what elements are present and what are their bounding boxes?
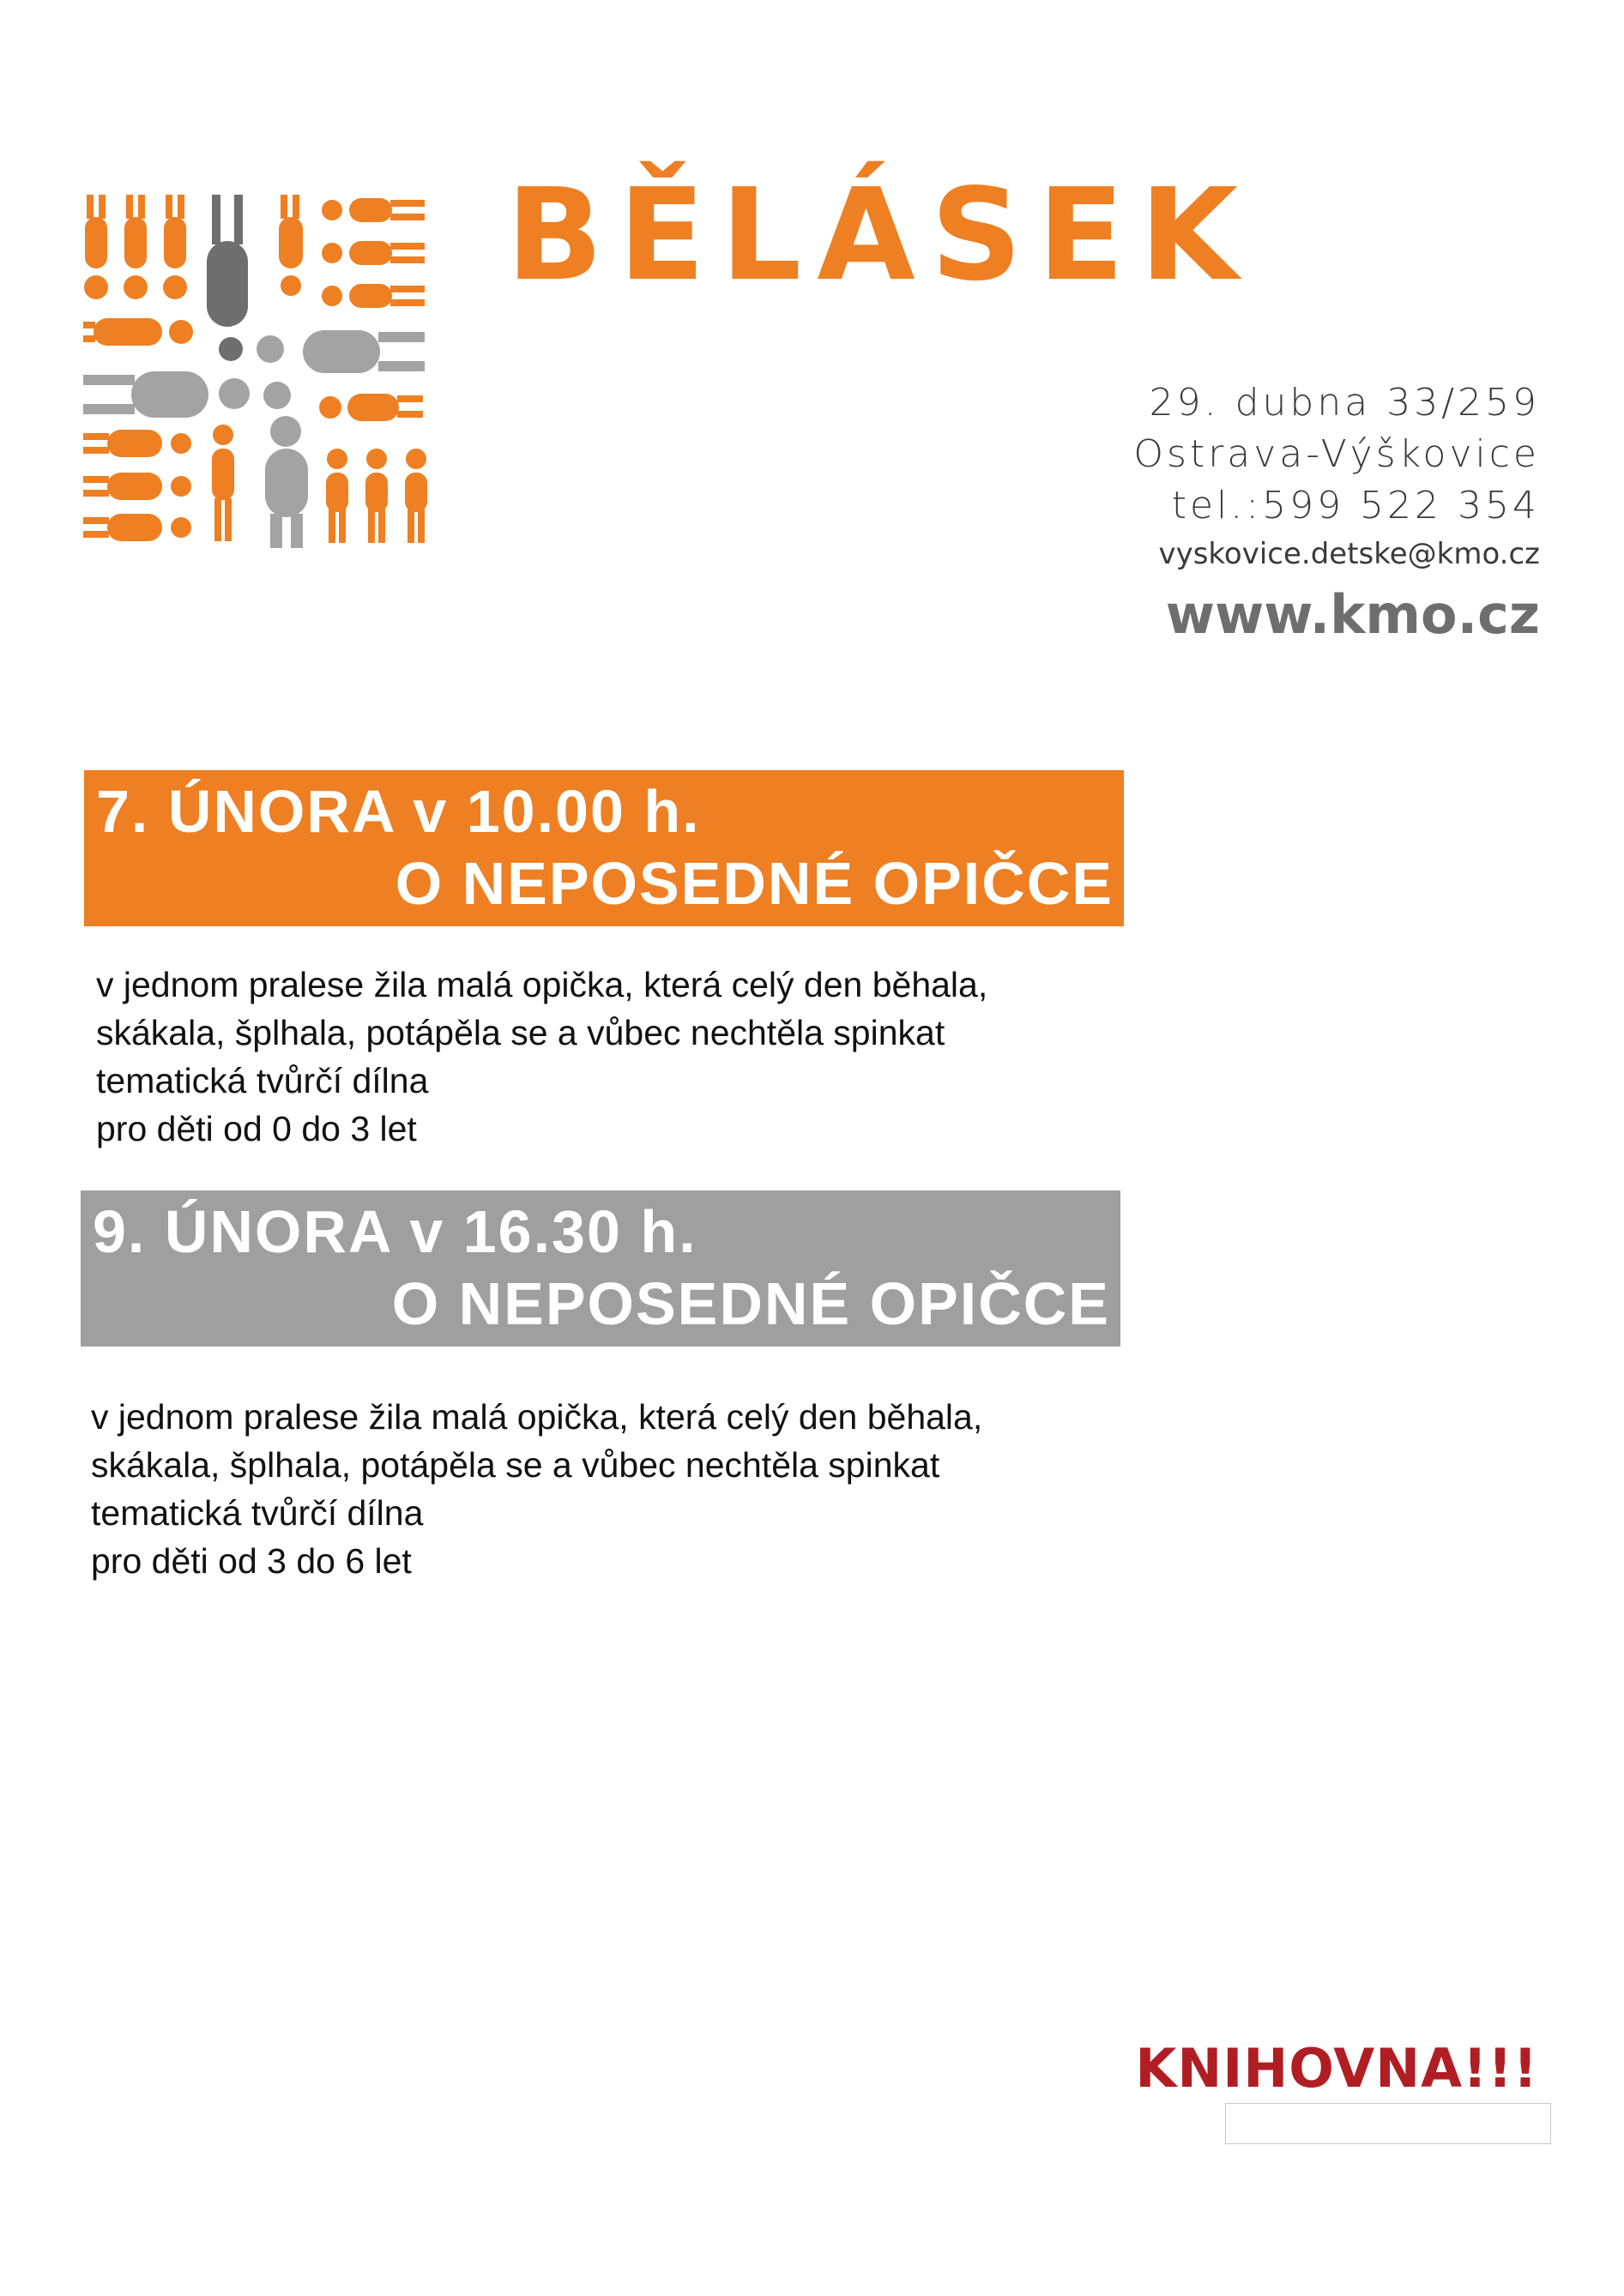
event-1-date: 7. ÚNORA v 10.00 h.	[96, 778, 701, 845]
event-2-header	[81, 1190, 1120, 1347]
event-2-title: O NEPOSEDNÉ OPIČCE	[391, 1270, 1110, 1337]
event-1-header	[84, 770, 1124, 926]
event-2-date: 9. ÚNORA v 16.30 h.	[93, 1198, 697, 1265]
event-2-description	[91, 1393, 982, 1585]
event-1-description	[96, 961, 987, 1153]
event-2-desc-line: pro děti od 3 do 6 let	[91, 1541, 412, 1581]
event-2-desc-line: tematická tvůrčí dílna	[91, 1493, 424, 1533]
address-line-2: Ostrava-Výškovice	[1133, 432, 1540, 476]
people-grid-logo-icon	[82, 193, 442, 553]
event-1-desc-line: v jednom pralese žila malá opička, která celý den běhala,	[96, 965, 988, 1004]
website-link[interactable]: www.kmo.cz	[1165, 583, 1540, 646]
event-1-desc-line: skákala, šplhala, potápěla se a vůbec nechtěla spinkat	[96, 1013, 945, 1052]
event-1-desc-line: pro děti od 0 do 3 let	[96, 1109, 417, 1148]
event-2-desc-line: skákala, šplhala, potápěla se a vůbec nechtěla spinkat	[91, 1445, 940, 1485]
event-1-desc-line: tematická tvůrčí dílna	[96, 1061, 429, 1100]
footer-blank-box	[1225, 2103, 1551, 2144]
event-2-desc-line: v jednom pralese žila malá opička, která celý den běhala,	[91, 1397, 983, 1437]
phone: tel.:599 522 354	[1171, 484, 1540, 527]
event-1-title: O NEPOSEDNÉ OPIČCE	[395, 850, 1114, 917]
brand-title: BĚLÁSEK	[506, 161, 1254, 309]
contact-info	[1133, 377, 1540, 654]
email-link[interactable]: vyskovice.detske@kmo.cz	[1158, 537, 1540, 571]
knihovna-logo: KNIHOVNA!!!	[1135, 2037, 1538, 2100]
address-line-1: 29. dubna 33/259	[1149, 381, 1540, 425]
